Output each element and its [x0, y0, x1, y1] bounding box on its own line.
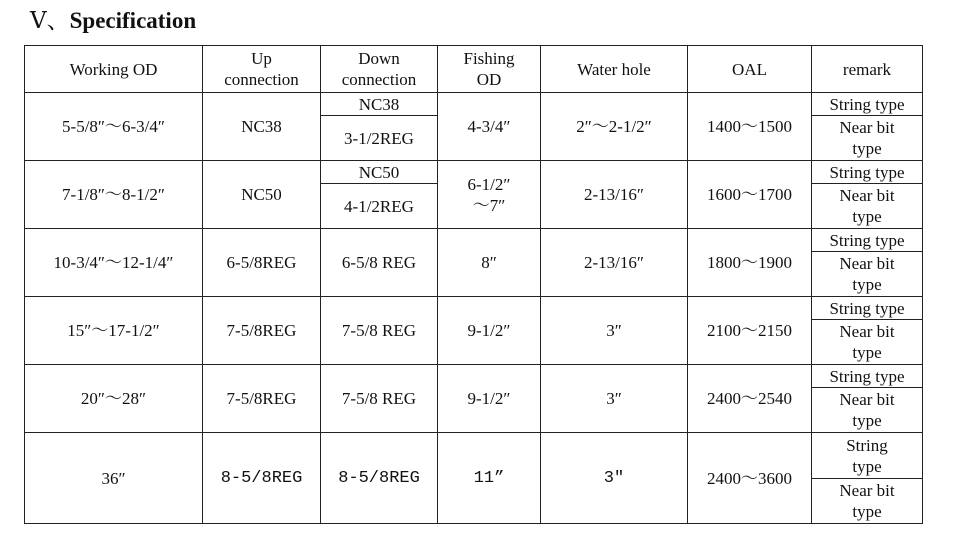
cell-water-hole: 3″: [541, 297, 688, 365]
cell-working-od: 15″～17-1/2″: [25, 297, 203, 365]
cell-up-connection: 7-5/8REG: [203, 297, 321, 365]
table-row: [25, 433, 923, 479]
cell-up-connection: NC50: [203, 161, 321, 229]
cell-water-hole: 2-13/16″: [541, 161, 688, 229]
cell-remark-bottom: [812, 479, 923, 524]
cell-oal: 1400～1500: [688, 93, 812, 161]
header-working-od: Working OD: [25, 46, 203, 93]
cell-down-connection-bottom: 4-1/2REG: [321, 184, 438, 229]
remark-line2: type: [852, 207, 882, 226]
cell-oal: 1800～1900: [688, 229, 812, 297]
remark-line1: Near bit: [839, 481, 895, 500]
cell-up-connection: 8-5/8REG: [203, 433, 321, 524]
table-row: [25, 93, 923, 116]
cell-remark-bottom: [812, 184, 923, 229]
cell-remark-bottom: [812, 388, 923, 433]
table-header-row: [25, 46, 923, 93]
cell-oal: 1600～1700: [688, 161, 812, 229]
cell-remark-bottom: [812, 320, 923, 365]
section-heading: [30, 6, 196, 36]
cell-remark-top: String type: [812, 297, 923, 320]
cell-working-od: 36″: [25, 433, 203, 524]
cell-fishing-od: 9-1/2″: [438, 297, 541, 365]
cell-remark-bottom: [812, 252, 923, 297]
cell-fishing-od: 4-3/4″: [438, 93, 541, 161]
header-down-connection: [321, 46, 438, 93]
cell-water-hole: 2″～2-1/2″: [541, 93, 688, 161]
cell-down-connection-top: NC38: [321, 93, 438, 116]
remark-line2: type: [852, 139, 882, 158]
cell-remark-top: String type: [812, 229, 923, 252]
remark-line1: Near bit: [839, 254, 895, 273]
cell-fishing-od: 9-1/2″: [438, 365, 541, 433]
table-row: [25, 229, 923, 252]
remark-line2: type: [852, 456, 882, 476]
remark-line1: Near bit: [839, 322, 895, 341]
remark-line2: type: [852, 343, 882, 362]
table-row: [25, 365, 923, 388]
section-number: Ⅴ、: [30, 8, 70, 33]
cell-up-connection: 6-5/8REG: [203, 229, 321, 297]
section-title: Specification: [69, 8, 197, 33]
remark-line2: type: [852, 275, 882, 294]
cell-down-connection: 8-5/8REG: [321, 433, 438, 524]
cell-remark-top: String type: [812, 93, 923, 116]
cell-remark-bottom: [812, 116, 923, 161]
cell-up-connection: 7-5/8REG: [203, 365, 321, 433]
cell-remark-top: String type: [812, 161, 923, 184]
cell-oal: 2100～2150: [688, 297, 812, 365]
cell-up-connection: NC38: [203, 93, 321, 161]
cell-fishing-od: [438, 161, 541, 229]
header-down-line2: connection: [341, 70, 417, 89]
remark-line1: Near bit: [839, 186, 895, 205]
cell-remark-top: [812, 433, 923, 479]
cell-oal: 2400～2540: [688, 365, 812, 433]
cell-oal: 2400～3600: [688, 433, 812, 524]
header-up-line1: Up: [251, 49, 272, 68]
cell-down-connection-bottom: 3-1/2REG: [321, 116, 438, 161]
remark-line2: type: [852, 502, 882, 521]
fishing-line2: ～7″: [472, 195, 506, 215]
specification-table: [24, 45, 923, 524]
header-up-line2: connection: [224, 70, 299, 89]
header-fishing-line2: OD: [476, 70, 502, 89]
cell-down-connection-top: NC50: [321, 161, 438, 184]
header-fishing-od: [438, 46, 541, 93]
remark-line1: String: [846, 435, 888, 455]
fishing-line1: 6-1/2″: [467, 174, 511, 194]
remark-line2: type: [852, 411, 882, 430]
header-water-hole: Water hole: [541, 46, 688, 93]
cell-fishing-od: 11”: [438, 433, 541, 524]
cell-down-connection: 7-5/8 REG: [321, 297, 438, 365]
header-fishing-line1: Fishing: [463, 49, 515, 68]
table-row: [25, 161, 923, 184]
cell-water-hole: 3″: [541, 365, 688, 433]
remark-line1: Near bit: [839, 118, 895, 137]
header-up-connection: [203, 46, 321, 93]
cell-fishing-od: 8″: [438, 229, 541, 297]
cell-working-od: 20″～28″: [25, 365, 203, 433]
table-row: [25, 297, 923, 320]
header-oal: OAL: [688, 46, 812, 93]
remark-line1: Near bit: [839, 390, 895, 409]
cell-working-od: 7-1/8″～8-1/2″: [25, 161, 203, 229]
cell-working-od: 10-3/4″～12-1/4″: [25, 229, 203, 297]
cell-working-od: 5-5/8″～6-3/4″: [25, 93, 203, 161]
cell-down-connection: 6-5/8 REG: [321, 229, 438, 297]
cell-water-hole: 2-13/16″: [541, 229, 688, 297]
cell-water-hole: 3″: [541, 433, 688, 524]
cell-down-connection: 7-5/8 REG: [321, 365, 438, 433]
header-remark: remark: [812, 46, 923, 93]
header-down-line1: Down: [358, 49, 400, 68]
cell-remark-top: String type: [812, 365, 923, 388]
